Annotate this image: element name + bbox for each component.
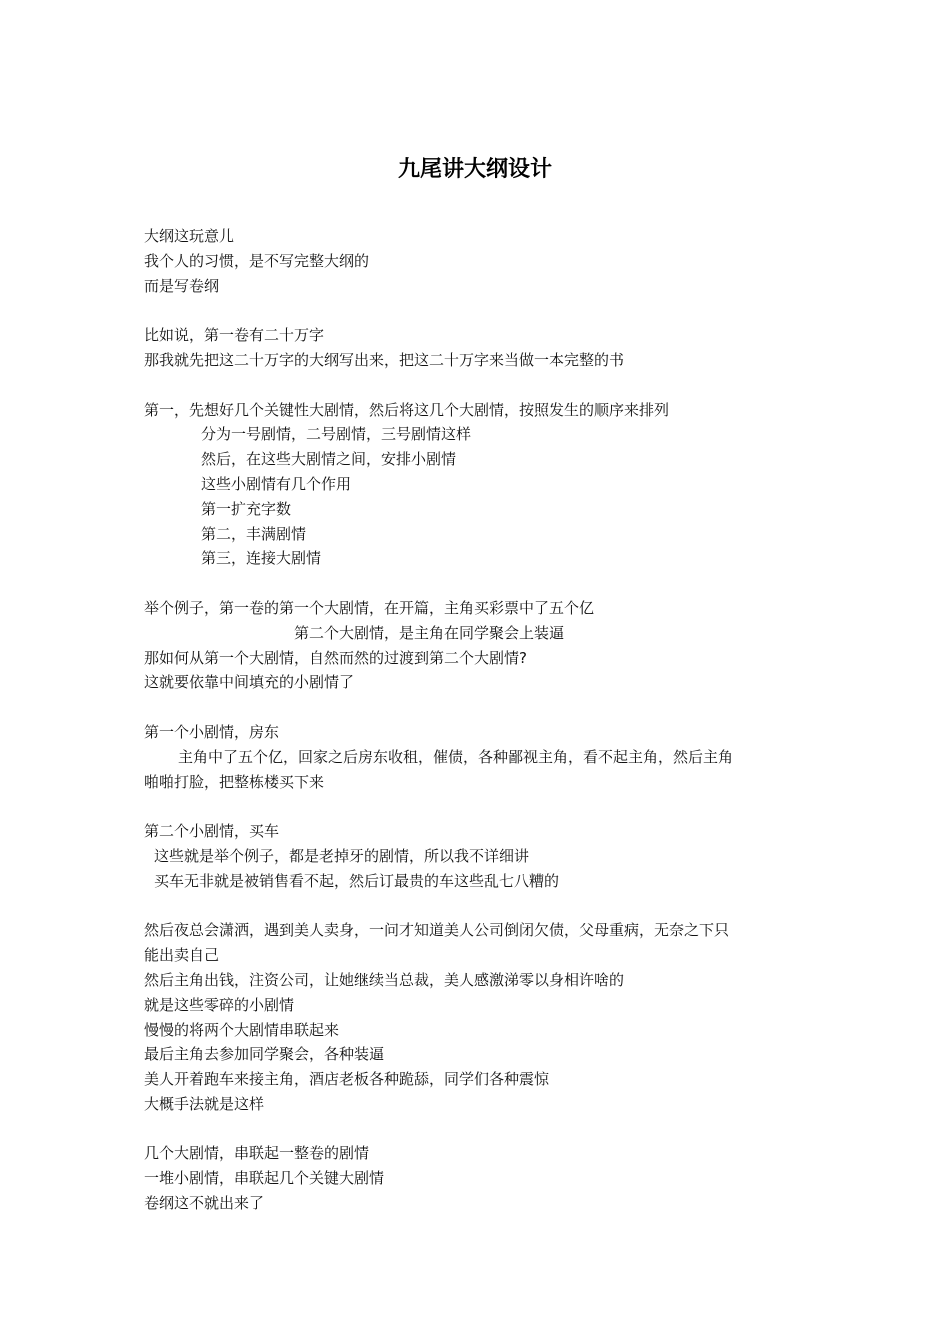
text-line: 一堆小剧情，串联起几个关键大剧情 <box>144 1169 385 1188</box>
text-line: 啪啪打脸，把整栋楼买下来 <box>144 772 325 791</box>
blank-line <box>144 794 814 819</box>
blank-line <box>144 571 814 596</box>
blank-line <box>144 894 814 919</box>
text-line: 最后主角去参加同学聚会，各种装逼 <box>144 1045 385 1064</box>
text-line: 我个人的习惯，是不写完整大纲的 <box>144 251 370 270</box>
text-line: 慢慢的将两个大剧情串联起来 <box>144 1020 340 1039</box>
text-line: 买车无非就是被销售看不起，然后订最贵的车这些乱七八糟的 <box>154 871 560 890</box>
text-line: 第一，先想好几个关键性大剧情，然后将这几个大剧情，按照发生的顺序来排列 <box>144 400 670 419</box>
text-line: 然后主角出钱，注资公司，让她继续当总裁，美人感激涕零以身相许啥的 <box>144 970 625 989</box>
text-line: 这些小剧情有几个作用 <box>201 474 352 493</box>
document-title: 九尾讲大纲设计 <box>397 157 552 182</box>
text-line: 那我就先把这二十万字的大纲写出来，把这二十万字来当做一本完整的书 <box>144 350 625 369</box>
text-line: 第二，丰满剧情 <box>201 524 307 543</box>
text-line: 大概手法就是这样 <box>144 1094 265 1113</box>
text-line: 举个例子，第一卷的第一个大剧情，在开篇，主角买彩票中了五个亿 <box>144 598 595 617</box>
text-line: 分为一号剧情，二号剧情，三号剧情这样 <box>201 425 472 444</box>
text-line: 比如说，第一卷有二十万字 <box>144 326 325 345</box>
blank-line <box>144 298 814 323</box>
blank-line <box>144 373 814 398</box>
text-line: 然后夜总会潇洒，遇到美人卖身，一问才知道美人公司倒闭欠债，父母重病，无奈之下只 <box>144 921 730 940</box>
text-line: 第二个小剧情，买车 <box>144 822 280 841</box>
document-body <box>144 224 814 1216</box>
text-line: 就是这些零碎的小剧情 <box>144 995 295 1014</box>
text-line: 大纲这玩意儿 <box>144 227 235 245</box>
text-line: 能出卖自己 <box>144 946 220 965</box>
text-line: 第二个大剧情，是主角在同学聚会上装逼 <box>294 623 565 642</box>
blank-line <box>144 1117 814 1142</box>
text-line: 主角中了五个亿，回家之后房东收租，催债，各种鄙视主角，看不起主角，然后主角 <box>178 747 734 766</box>
text-line: 这就要依靠中间填充的小剧情了 <box>144 673 355 692</box>
text-line: 然后，在这些大剧情之间，安排小剧情 <box>201 450 457 469</box>
text-line: 美人开着跑车来接主角，酒店老板各种跪舔，同学们各种震惊 <box>144 1070 550 1089</box>
text-line: 第一个小剧情，房东 <box>144 722 280 741</box>
text-line: 这些就是举个例子，都是老掉牙的剧情，所以我不详细讲 <box>154 846 530 865</box>
text-line: 第一扩充字数 <box>201 499 292 518</box>
blank-line <box>144 695 814 720</box>
text-line: 那如何从第一个大剧情，自然而然的过渡到第二个大剧情? <box>144 648 527 667</box>
text-line: 几个大剧情，串联起一整卷的剧情 <box>144 1144 370 1163</box>
text-line: 第三，连接大剧情 <box>201 549 322 568</box>
text-line: 卷纲这不就出来了 <box>144 1194 265 1213</box>
text-line: 而是写卷纲 <box>144 276 220 295</box>
